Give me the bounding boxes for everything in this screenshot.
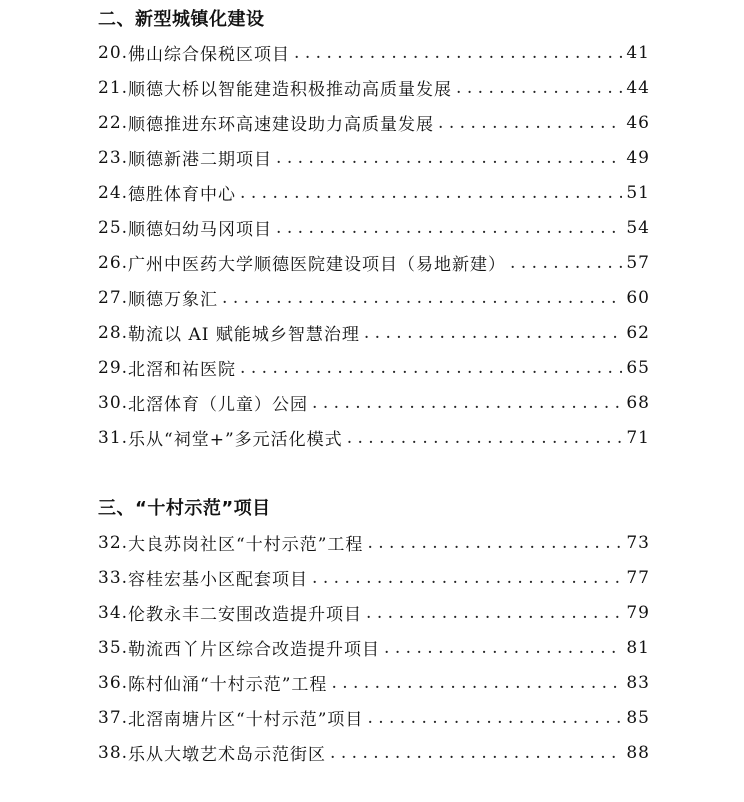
entry-number: 25. [98,217,129,238]
dot-leader [240,358,622,378]
section-heading: 三、“十村示范”项目 [98,498,271,519]
entry-title: 勒流西丫片区综合改造提升项目 [128,640,381,660]
entry-title: 北滘体育（儿童）公园 [128,395,309,415]
toc-entry[interactable] [98,420,650,455]
entry-page-number: 46 [626,112,650,133]
entry-number: 34. [98,602,129,623]
entry-page-number: 49 [626,147,650,168]
dot-leader [240,183,622,203]
entry-title: 顺德妇幼马冈项目 [128,220,273,240]
toc-entry[interactable] [98,70,650,105]
entry-number: 35. [98,637,129,658]
entry-page-number: 44 [626,77,650,98]
entry-page-number: 79 [626,602,650,623]
entry-page-number: 73 [626,532,650,553]
entry-page-number: 85 [626,707,650,728]
toc-entry[interactable] [98,105,650,140]
entry-page-number: 51 [626,182,650,203]
entry-page-number: 68 [626,392,650,413]
toc-entry[interactable] [98,175,650,210]
dot-leader [364,323,623,343]
entry-number: 27. [98,287,129,308]
entry-title: 顺德万象汇 [128,290,219,310]
entry-title: 陈村仙涌“十村示范”工程 [128,675,328,695]
entry-number: 36. [98,672,129,693]
entry-number: 32. [98,532,129,553]
entry-page-number: 41 [626,42,650,63]
entry-number: 38. [98,742,129,763]
toc-entry[interactable] [98,700,650,735]
entry-page-number: 71 [626,427,650,448]
dot-leader [366,603,622,623]
toc-entry[interactable] [98,735,650,770]
dot-leader [294,43,622,63]
dot-leader [510,253,622,273]
entry-title: 北滘和祐医院 [128,360,237,380]
entry-title: 勒流以 AI 赋能城乡智慧治理 [128,325,360,345]
entry-number: 24. [98,182,129,203]
entry-page-number: 81 [626,637,650,658]
dot-leader [330,743,622,763]
dot-leader [312,393,622,413]
entry-page-number: 65 [626,357,650,378]
entry-number: 20. [98,42,129,63]
entry-title: 容桂宏基小区配套项目 [128,570,309,590]
entry-page-number: 83 [626,672,650,693]
dot-leader [367,708,622,728]
toc-entry[interactable] [98,280,650,315]
entry-number: 23. [98,147,129,168]
entry-title: 德胜体育中心 [128,185,237,205]
toc-entry[interactable] [98,385,650,420]
toc-entry[interactable] [98,35,650,70]
toc-entry[interactable] [98,210,650,245]
entry-title: 佛山综合保税区项目 [128,45,291,65]
dot-leader [456,78,622,98]
dot-leader [276,148,622,168]
dot-leader [384,638,622,658]
entry-title: 顺德新港二期项目 [128,150,273,170]
toc-entry[interactable] [98,560,650,595]
entry-number: 31. [98,427,129,448]
toc-entry[interactable] [98,245,650,280]
entry-title: 北滘南塘片区“十村示范”项目 [128,710,364,730]
entry-page-number: 57 [626,252,650,273]
entry-title: 大良苏岗社区“十村示范”工程 [128,535,364,555]
entry-title: 伦教永丰二安围改造提升项目 [128,605,363,625]
entry-number: 33. [98,567,129,588]
dot-leader [347,428,623,448]
toc-entry[interactable] [98,630,650,665]
toc-entry[interactable] [98,525,650,560]
dot-leader [276,218,622,238]
entry-title: 广州中医药大学顺德医院建设项目（易地新建） [128,255,507,275]
entry-page-number: 88 [626,742,650,763]
entry-title: 乐从“祠堂+”多元活化模式 [128,430,343,450]
entry-page-number: 62 [626,322,650,343]
toc-entry[interactable] [98,140,650,175]
dot-leader [438,113,622,133]
entry-number: 30. [98,392,129,413]
toc-entry[interactable] [98,315,650,350]
dot-leader [331,673,622,693]
dot-leader [312,568,622,588]
toc-entry[interactable] [98,665,650,700]
entry-number: 26. [98,252,129,273]
entry-title: 顺德大桥以智能建造积极推动高质量发展 [128,80,453,100]
entry-title: 乐从大墩艺术岛示范街区 [128,745,327,765]
entry-page-number: 54 [626,217,650,238]
entry-number: 22. [98,112,129,133]
toc-entry[interactable] [98,595,650,630]
section-heading: 二、新型城镇化建设 [98,9,265,30]
entry-title: 顺德推进东环高速建设助力高质量发展 [128,115,435,135]
entry-page-number: 77 [626,567,650,588]
entry-page-number: 60 [626,287,650,308]
dot-leader [222,288,622,308]
entry-number: 21. [98,77,129,98]
entry-number: 29. [98,357,129,378]
dot-leader [367,533,622,553]
entry-number: 37. [98,707,129,728]
toc-entry[interactable] [98,350,650,385]
entry-number: 28. [98,322,129,343]
